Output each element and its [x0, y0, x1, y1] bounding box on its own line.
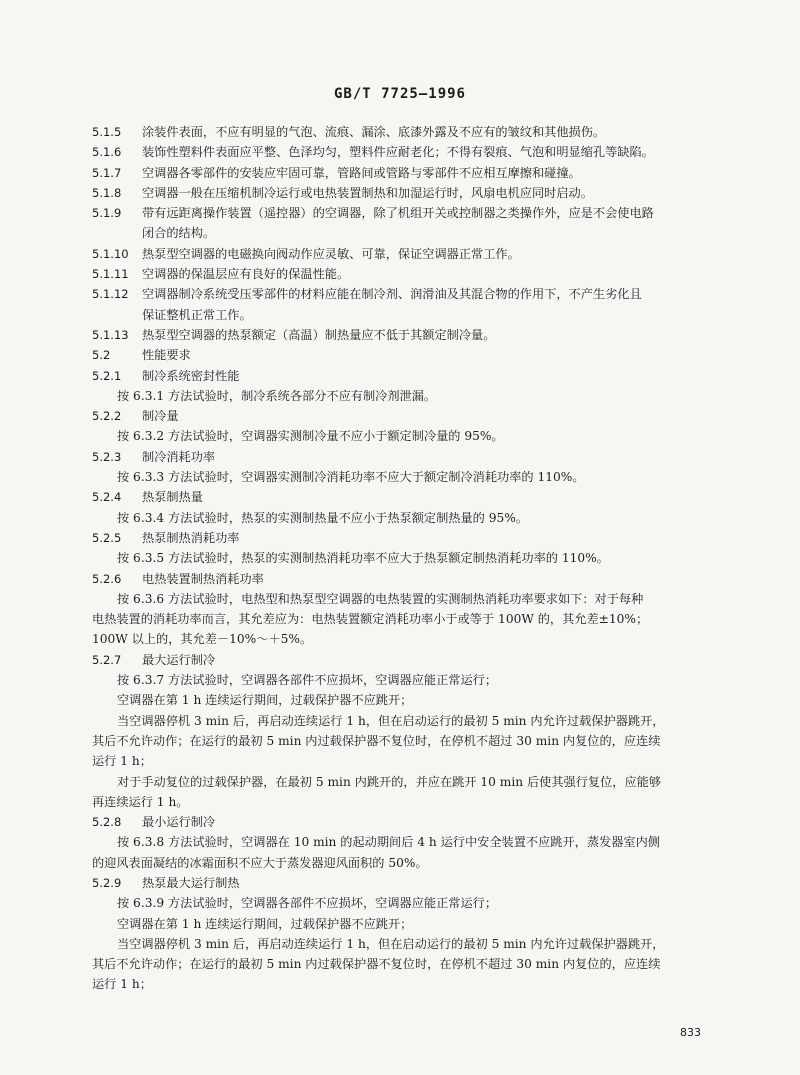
text-line: [92, 122, 732, 142]
clause-text: 性能要求: [142, 348, 191, 363]
text-line: [92, 853, 732, 873]
clause-text: 热泵型空调器的电磁换向阀动作应灵敏、可靠，保证空调器正常工作。: [142, 246, 520, 261]
clause-text: 的迎风表面凝结的冰霜面积不应大于蒸发器迎风面积的 50%。: [92, 855, 428, 870]
text-line: [92, 284, 732, 304]
clause-number: 5.2.2: [92, 409, 122, 424]
clause-number: 5.1.11: [92, 267, 129, 282]
text-line: [92, 325, 732, 345]
clause-number: 5.1.7: [92, 165, 122, 180]
text-line: [92, 305, 732, 325]
clause-text: 按 6.3.7 方法试验时，空调器各部件不应损坏，空调器应能正常运行；: [117, 673, 498, 688]
clause-text: 最大运行制冷: [142, 652, 216, 667]
document-body: [92, 122, 732, 995]
clause-number: 5.2.5: [92, 530, 122, 545]
clause-text: 空调器在第 1 h 连续运行期间，过载保护器不应跳开；: [117, 693, 413, 708]
clause-text: 最小运行制冷: [142, 815, 216, 830]
text-line: [92, 183, 732, 203]
text-line: [92, 934, 732, 954]
clause-text: 制冷量: [142, 409, 179, 424]
text-line: [92, 223, 732, 243]
clause-text: 其后不允许动作；在运行的最初 5 min 内过载保护器不复位时，在停机不超过 30 min 内复位的，应连续: [92, 957, 661, 972]
text-line: [92, 711, 732, 731]
text-line: [92, 670, 732, 690]
clause-text: 再连续运行 1 h。: [92, 794, 189, 809]
clause-number: 5.2.9: [92, 875, 122, 890]
clause-number: 5.2.6: [92, 571, 122, 586]
text-line: [92, 954, 732, 974]
clause-text: 涂装件表面，不应有明显的气泡、流痕、漏涂、底漆外露及不应有的皱纹和其他损伤。: [142, 125, 606, 139]
text-line: [92, 751, 732, 771]
clause-text: 100W 以上的，其允差－10%～＋5%。: [92, 632, 313, 647]
clause-number: 5.1.12: [92, 287, 129, 302]
clause-number: 5.2: [92, 348, 111, 363]
clause-number: 5.2.8: [92, 815, 122, 830]
clause-text: 带有远距离操作装置（遥控器）的空调器，除了机组开关或控制器之类操作外，应是不会使电路: [142, 206, 654, 221]
text-line: [92, 487, 732, 507]
text-line: [92, 731, 732, 751]
text-line: [92, 832, 732, 852]
text-line: [92, 873, 732, 893]
clause-text: 制冷系统密封性能: [142, 368, 240, 383]
clause-text: 按 6.3.1 方法试验时，制冷系统各部分不应有制冷剂泄漏。: [117, 388, 437, 403]
text-line: [92, 690, 732, 710]
text-line: [92, 914, 732, 934]
text-line: [92, 366, 732, 386]
clause-number: 5.1.8: [92, 185, 122, 200]
clause-number: 5.1.13: [92, 327, 129, 342]
text-line: [92, 772, 732, 792]
text-line: [92, 569, 732, 589]
text-line: [92, 629, 732, 649]
clause-number: 5.1.9: [92, 206, 122, 221]
clause-text: 热泵型空调器的热泵额定（高温）制热量应不低于其额定制冷量。: [142, 327, 496, 342]
clause-text: 当空调器停机 3 min 后，再启动连续运行 1 h，但在启动运行的最初 5 min 内允许过载保护器跳开，: [117, 713, 665, 728]
clause-text: 对于手动复位的过载保护器，在最初 5 min 内跳开的，并应在跳开 10 min 后使其强行复位，应能够: [117, 774, 662, 789]
clause-number: 5.1.6: [92, 145, 122, 160]
clause-text: 热泵制热量: [142, 490, 203, 505]
text-line: [92, 406, 732, 426]
text-line: [92, 447, 732, 467]
clause-text: 闭合的结构。: [142, 226, 216, 241]
clause-text: 当空调器停机 3 min 后，再启动连续运行 1 h，但在启动运行的最初 5 min 内允许过载保护器跳开，: [117, 936, 665, 951]
clause-text: 热泵制热消耗功率: [142, 530, 240, 545]
clause-text: 运行 1 h；: [92, 977, 152, 992]
text-line: [92, 650, 732, 670]
text-line: [92, 792, 732, 812]
clause-text: 按 6.3.6 方法试验时，电热型和热泵型空调器的电热装置的实测制热消耗功率要求如下：对于每种: [117, 591, 644, 606]
clause-text: 按 6.3.9 方法试验时，空调器各部件不应损坏，空调器应能正常运行；: [117, 896, 498, 911]
text-line: [92, 142, 732, 162]
clause-number: 5.1.5: [92, 125, 122, 139]
clause-text: 空调器的保温层应有良好的保温性能。: [142, 267, 350, 282]
clause-text: 保证整机正常工作。: [142, 307, 252, 322]
text-line: [92, 203, 732, 223]
clause-text: 热泵最大运行制热: [142, 875, 240, 890]
page-number: 833: [680, 1026, 701, 1039]
clause-text: 其后不允许动作；在运行的最初 5 min 内过载保护器不复位时，在停机不超过 30 min 内复位的，应连续: [92, 733, 661, 748]
text-line: [92, 812, 732, 832]
text-line: [92, 893, 732, 913]
clause-number: 5.2.7: [92, 652, 122, 667]
text-line: [92, 508, 732, 528]
clause-number: 5.1.10: [92, 246, 129, 261]
text-line: [92, 467, 732, 487]
clause-text: 空调器在第 1 h 连续运行期间，过载保护器不应跳开；: [117, 916, 413, 931]
clause-text: 空调器一般在压缩机制冷运行或电热装置制热和加湿运行时，风扇电机应同时启动。: [142, 185, 593, 200]
text-line: [92, 264, 732, 284]
clause-text: 空调器制冷系统受压零部件的材料应能在制冷剂、润滑油及其混合物的作用下，不产生劣化且: [142, 287, 642, 302]
clause-text: 电热装置的消耗功率而言，其允差应为：电热装置额定消耗功率小于或等于 100W 的，其允差±10%；: [92, 612, 649, 627]
text-line: [92, 528, 732, 548]
clause-text: 按 6.3.2 方法试验时，空调器实测制冷量不应小于额定制冷量的 95%。: [117, 429, 504, 444]
clause-text: 按 6.3.8 方法试验时，空调器在 10 min 的起动期间后 4 h 运行中安全装置不应跳开，蒸发器室内侧: [117, 835, 660, 850]
text-line: [92, 974, 732, 994]
clause-text: 电热装置制热消耗功率: [142, 571, 264, 586]
clause-number: 5.2.3: [92, 449, 122, 464]
clause-text: 按 6.3.5 方法试验时，热泵的实测制热消耗功率不应大于热泵额定制热消耗功率的 110%。: [117, 551, 609, 566]
clause-text: 按 6.3.4 方法试验时，热泵的实测制热量不应小于热泵额定制热量的 95%。: [117, 510, 528, 525]
text-line: [92, 163, 732, 183]
clause-number: 5.2.4: [92, 490, 122, 505]
text-line: [92, 589, 732, 609]
clause-text: 制冷消耗功率: [142, 449, 216, 464]
text-line: [92, 244, 732, 264]
text-line: [92, 345, 732, 365]
page-header: GB/T 7725—1996: [333, 86, 466, 102]
text-line: [92, 426, 732, 446]
clause-text: 运行 1 h；: [92, 754, 152, 769]
clause-number: 5.2.1: [92, 368, 122, 383]
text-line: [92, 609, 732, 629]
text-line: [92, 548, 732, 568]
clause-text: 按 6.3.3 方法试验时，空调器实测制冷消耗功率不应大于额定制冷消耗功率的 110%。: [117, 470, 585, 485]
clause-text: 装饰性塑料件表面应平整、色泽均匀，塑料件应耐老化；不得有裂痕、气泡和明显缩孔等缺陷。: [142, 145, 654, 160]
text-line: [92, 386, 732, 406]
clause-text: 空调器各零部件的安装应牢固可靠，管路间或管路与零部件不应相互摩擦和碰撞。: [142, 165, 581, 180]
